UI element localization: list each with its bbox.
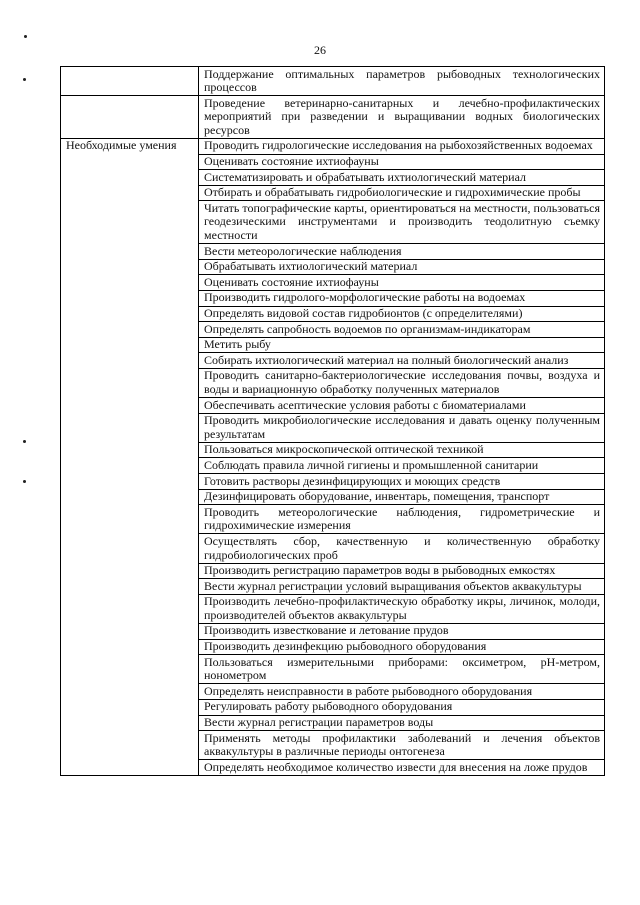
skill-item: Проводить санитарно-бактериологические исследования почвы, воздуха и воды и вариационную обработку полученных материалов [199, 368, 605, 397]
skill-item: Производить гидролого-морфологические работы на водоемах [199, 290, 605, 306]
skill-item: Вести метеорологические наблюдения [199, 244, 605, 260]
section-label: Необходимые умения [61, 138, 199, 775]
scan-speck [24, 35, 27, 38]
skill-item: Обрабатывать ихтиологический материал [199, 259, 605, 275]
skill-item: Производить дезинфекцию рыбоводного оборудования [199, 639, 605, 655]
competency-table [60, 66, 605, 776]
skill-item: Готовить растворы дезинфицирующих и моющих средств [199, 474, 605, 490]
skill-item: Соблюдать правила личной гигиены и промышленной санитарии [199, 458, 605, 474]
skill-item: Производить регистрацию параметров воды в рыбоводных емкостях [199, 563, 605, 579]
skill-item: Проводить метеорологические наблюдения, гидрометрические и гидрохимические измерения [199, 505, 605, 534]
skill-item: Осуществлять сбор, качественную и количественную обработку гидробиологических проб [199, 534, 605, 563]
skill-item: Обеспечивать асептические условия работы с биоматериалами [199, 398, 605, 414]
skill-item: Отбирать и обрабатывать гидробиологические и гидрохимические пробы [199, 185, 605, 201]
table-body [61, 67, 605, 776]
table-row [61, 96, 605, 139]
scan-speck [23, 480, 26, 483]
skill-item: Определять сапробность водоемов по организмам-индикаторам [199, 322, 605, 338]
skill-item: Метить рыбу [199, 337, 605, 353]
table-row [61, 67, 605, 96]
left-cell-empty [61, 96, 199, 139]
skill-item: Применять методы профилактики заболеваний и лечения объектов аквакультуры в различные периоды онтогенеза [199, 731, 605, 760]
skill-item: Читать топографические карты, ориентироваться на местности, пользоваться геодезическими инструментами и производить теодолитную съемку местности [199, 201, 605, 244]
table-cell: Поддержание оптимальных параметров рыбоводных технологических процессов [199, 67, 605, 96]
skill-item: Производить известкование и летование прудов [199, 623, 605, 639]
skill-item: Пользоваться измерительными приборами: оксиметром, pH-метром, нонометром [199, 655, 605, 684]
skill-item: Оценивать состояние ихтиофауны [199, 154, 605, 170]
skill-item: Вести журнал регистрации условий выращивания объектов аквакультуры [199, 579, 605, 595]
skill-item: Оценивать состояние ихтиофауны [199, 275, 605, 291]
left-cell-empty [61, 67, 199, 96]
table-cell: Проведение ветеринарно-санитарных и лечебно-профилактических мероприятий при разведении и выращивании водных биологических ресурсов [199, 96, 605, 139]
skill-item: Определять неисправности в работе рыбоводного оборудования [199, 684, 605, 700]
skill-item: Регулировать работу рыбоводного оборудования [199, 699, 605, 715]
skill-item: Производить лечебно-профилактическую обработку икры, личинок, молоди, производителей объектов аквакультуры [199, 594, 605, 623]
table-row [61, 138, 605, 154]
skill-item: Проводить гидрологические исследования на рыбохозяйственных водоемах [199, 138, 605, 154]
skill-item: Вести журнал регистрации параметров воды [199, 715, 605, 731]
skill-item: Систематизировать и обрабатывать ихтиологический материал [199, 170, 605, 186]
skill-item: Проводить микробиологические исследования и давать оценку полученным результатам [199, 413, 605, 442]
skill-item: Собирать ихтиологический материал на полный биологический анализ [199, 353, 605, 369]
skill-item: Дезинфицировать оборудование, инвентарь, помещения, транспорт [199, 489, 605, 505]
skill-item: Определять необходимое количество извести для внесения на ложе прудов [199, 760, 605, 776]
scan-speck [23, 78, 26, 81]
skill-item: Определять видовой состав гидробионтов (с определителями) [199, 306, 605, 322]
page-number: 26 [314, 43, 326, 57]
skill-item: Пользоваться микроскопической оптической техникой [199, 442, 605, 458]
scan-speck [23, 440, 26, 443]
